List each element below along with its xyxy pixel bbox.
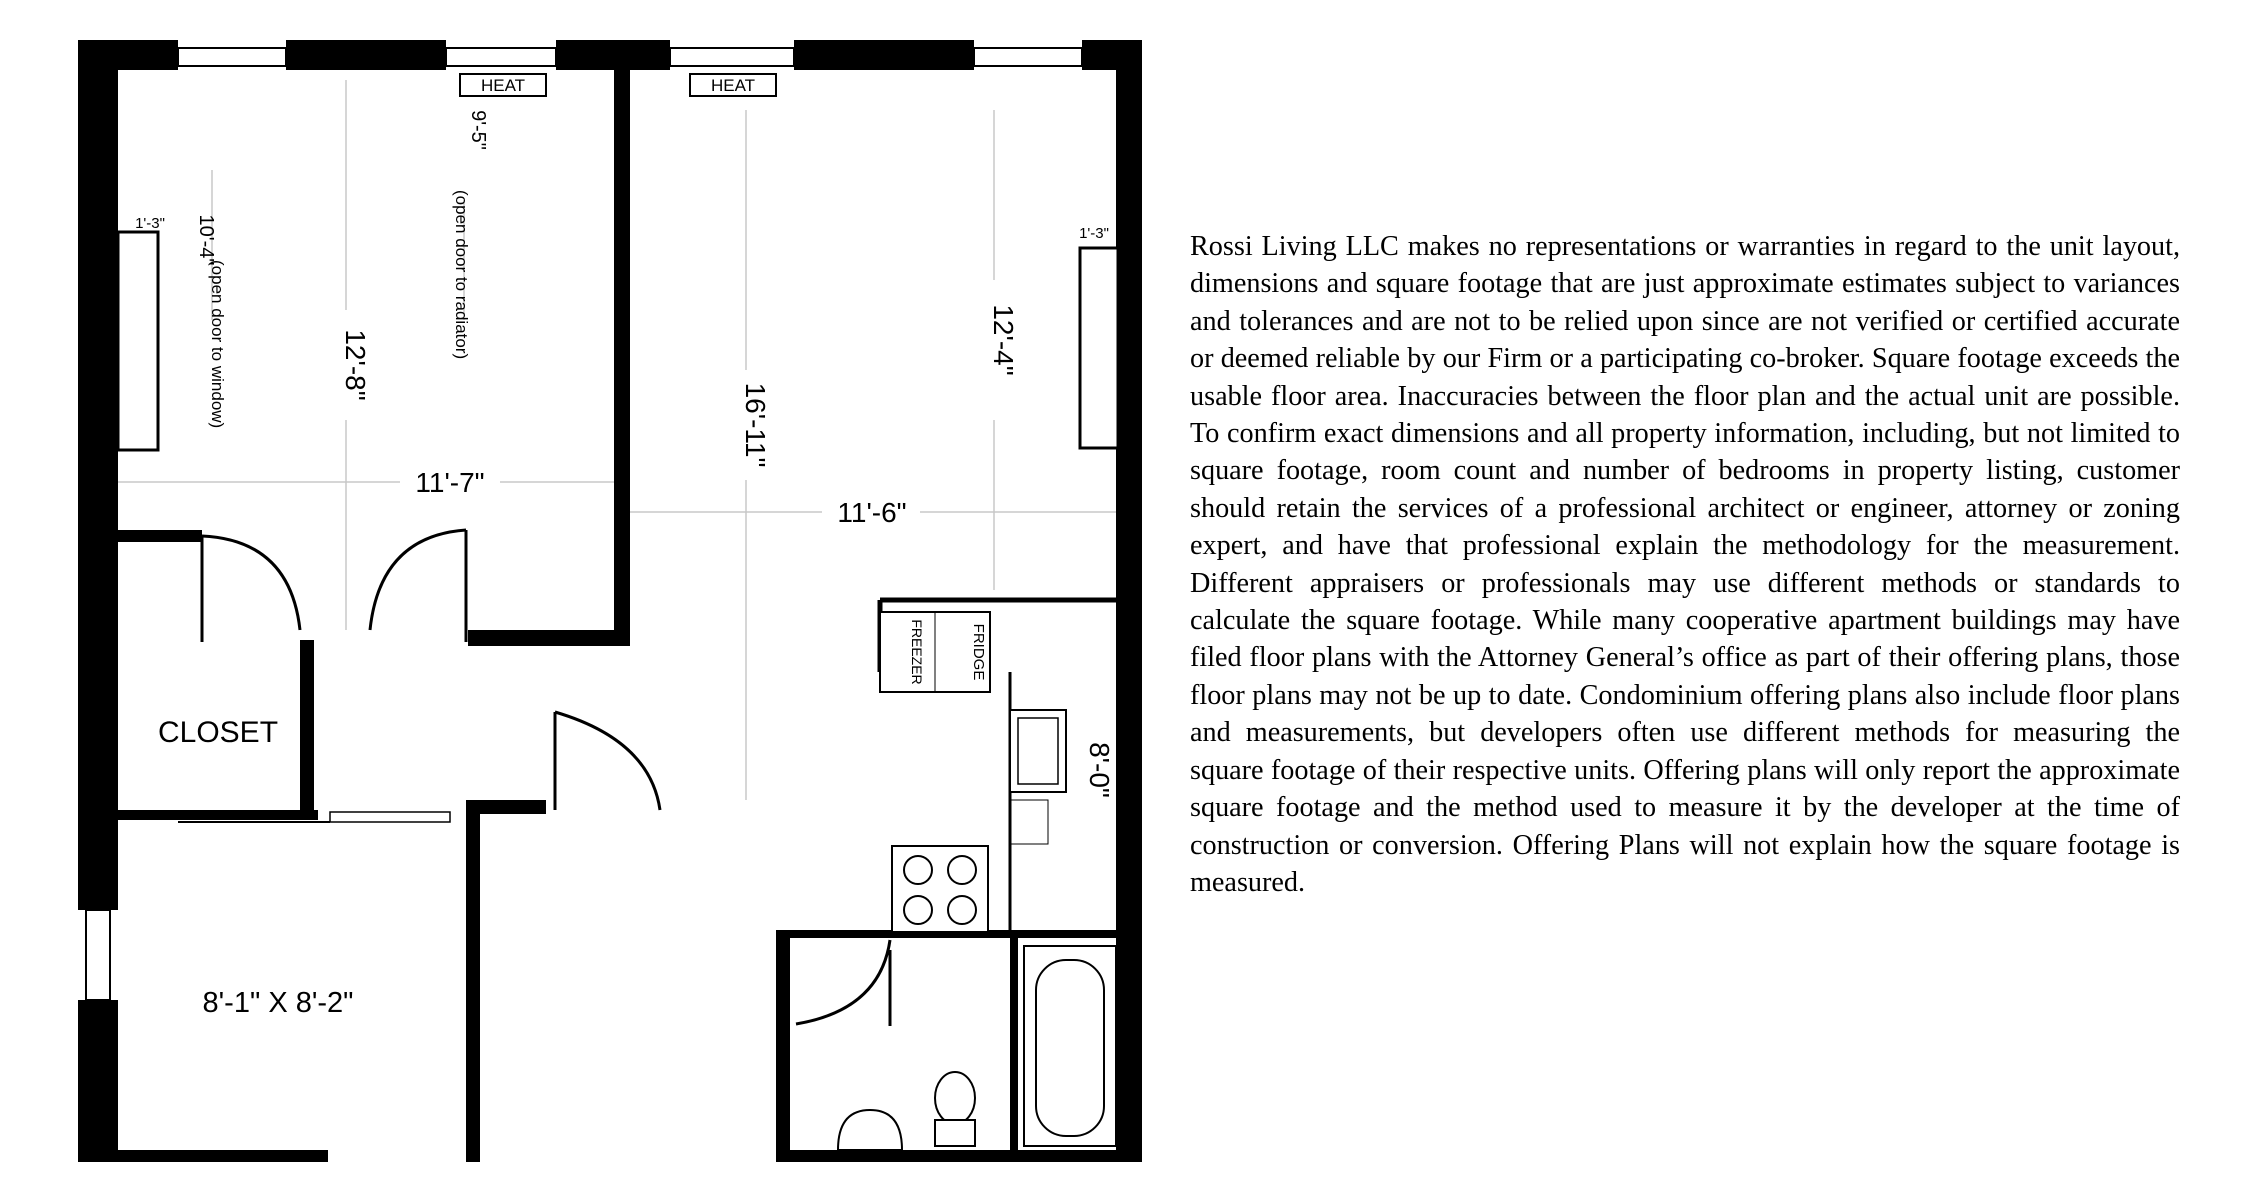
small-room-label: 8'-1" X 8'-2" xyxy=(202,987,354,1019)
freezer-label: FREEZER xyxy=(909,619,925,685)
note-left-2: (open door to radiator) xyxy=(452,190,471,360)
toilet xyxy=(935,1072,975,1124)
dim-kitchen: 8'-0" xyxy=(1084,742,1115,798)
bath-sink xyxy=(838,1110,902,1150)
closet-label: CLOSET xyxy=(157,716,279,749)
svg-text:HEAT: HEAT xyxy=(480,76,526,95)
radiator-right xyxy=(1080,248,1118,448)
window-right-dim: 1'-3" xyxy=(1079,225,1109,242)
fridge-label: FRIDGE xyxy=(970,623,987,681)
svg-text:HEAT: HEAT xyxy=(710,76,756,95)
disclaimer-text: Rossi Living LLC makes no representations or warranties in regard to the unit layout, dimensions and square footage that are just approximate estimates subject to variances and tolerances and are not to be relied upon since are not verified or certified accurate or deemed reliable by our Firm or a participating co-broker. Square footage exceeds the usable floor area. Inaccuracies between the floor plan and the actual unit are possible. To confirm exact dimensions and all property information, including, but not limited to square footage, room count and number of bedrooms in property listing, customer should retain the services of a professional architect or engineer, attorney or zoning expert, and have that professional explain the methodology for the measurement. Different appraisers or professionals may use different methods or standards to calculate the square footage. While many cooperative apartment buildings may have filed floor plans with the Attorney General’s office as part of their offering plans, those floor plans may not be up to date. Condominium offering plans also include floor plans and measurements, but developers often use different methods for measuring the square footage of their respective units. Offering plans will only report the approximate square footage and the method used to measure it by the developer at the time of construction or conversion. Offering Plans will not explain how the square footage is measured. xyxy=(1190,231,2180,898)
radiator-left xyxy=(118,232,158,450)
kitchen xyxy=(880,600,1116,932)
heat-label-1 xyxy=(460,74,546,96)
bathroom xyxy=(838,946,1116,1150)
heat-label-2 xyxy=(690,74,776,96)
dim-left-1: 10'-4" xyxy=(195,214,217,266)
dim-right-depth: 16'-11" xyxy=(740,382,771,468)
dim-right-width: 11'-6" xyxy=(837,497,907,528)
dim-right-depth-2: 12'-4" xyxy=(988,304,1019,376)
dim-left-width: 11'-7" xyxy=(415,467,485,498)
dim-left-depth: 12'-8" xyxy=(340,329,371,401)
window-left-dim: 1'-3" xyxy=(135,215,165,232)
note-left-1: (open door to window) xyxy=(208,260,227,429)
dim-left-2: 9'-5" xyxy=(467,110,489,150)
